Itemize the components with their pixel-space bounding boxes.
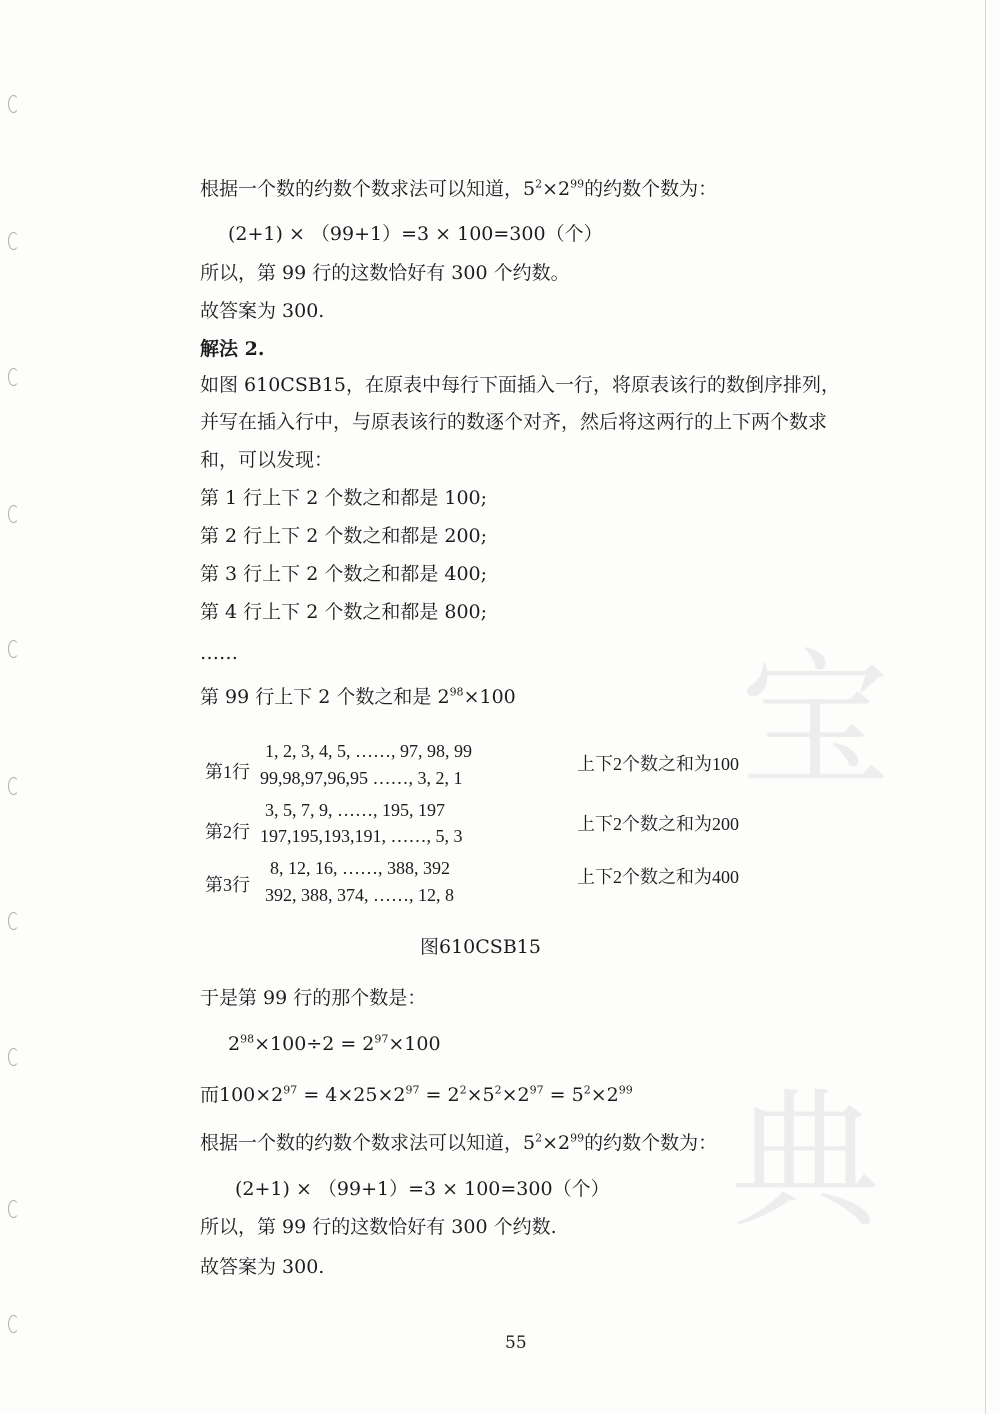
text-line: 根据一个数的约数个数求法可以知道，$5^2\times 2^{99}$的约数个数为： <box>200 177 718 200</box>
binding-hole <box>8 368 19 386</box>
text-line: 第 3 行上下 2 个数之和都是 400; <box>200 563 488 585</box>
ellipsis-line: …… <box>200 642 238 664</box>
page-edge <box>985 0 986 1414</box>
text-line: 如图 610CSB15，在原表中每行下面插入一行，将原表该行的数倒序排列， <box>200 374 840 396</box>
figure-row-sum: 上下2个数之和为100 <box>577 754 739 774</box>
figure-row-bottom: 392, 388, 374, ……, 12, 8 <box>265 885 454 905</box>
text-line: 故答案为 300. <box>200 300 325 322</box>
figure-caption: 图610CSB15 <box>420 936 541 958</box>
binding-hole <box>8 95 19 113</box>
text-line: 第 4 行上下 2 个数之和都是 800; <box>200 601 488 623</box>
figure-row-top: 1, 2, 3, 4, 5, ……, 97, 98, 99 <box>265 741 472 761</box>
text-line: 第 1 行上下 2 个数之和都是 100; <box>200 487 488 509</box>
figure-row-sum: 上下2个数之和为200 <box>577 814 739 834</box>
text-line: 并写在插入行中，与原表该行的数逐个对齐，然后将这两行的上下两个数求 <box>200 411 828 433</box>
formula-line: 而$100\times 2^{97} = 4\times 25\times 2^{97} = 2^2\times 5^2\times 2^{97} = 5^2\times 2^{99}$ <box>200 1083 633 1106</box>
text-line: 第 2 行上下 2 个数之和都是 200; <box>200 525 488 547</box>
binding-hole <box>8 1048 19 1066</box>
text-line: 所以，第 99 行的这数恰好有 300 个约数. <box>200 1216 557 1238</box>
binding-hole <box>8 640 19 658</box>
text-line: 故答案为 300. <box>200 1256 325 1278</box>
binding-hole <box>8 1200 19 1218</box>
text-line: 和，可以发现： <box>200 449 334 471</box>
figure-row-label: 第2行 <box>205 822 250 842</box>
figure-row-sum: 上下2个数之和为400 <box>577 867 739 887</box>
figure-row-label: 第1行 <box>205 762 250 782</box>
binding-hole <box>8 912 19 930</box>
binding-hole <box>8 232 19 250</box>
binding-hole <box>8 777 19 795</box>
section-heading: 解法 2. <box>200 338 265 360</box>
figure-row-bottom: 99,98,97,96,95 ……, 3, 2, 1 <box>260 768 463 788</box>
formula-line: (2+1) × （99+1）=3 × 100=300（个） <box>235 1178 610 1200</box>
formula-line: (2+1) × （99+1）=3 × 100=300（个） <box>228 223 603 245</box>
formula-line: $2^{98}\times 100\div 2 = 2^{97}\times 100$ <box>228 1032 441 1055</box>
binding-hole <box>8 1315 19 1333</box>
text-line: 第 99 行上下 2 个数之和是 $2^{98}\times 100$ <box>200 685 516 708</box>
figure-row-top: 8, 12, 16, ……, 388, 392 <box>270 858 450 878</box>
figure-row-top: 3, 5, 7, 9, ……, 195, 197 <box>265 800 445 820</box>
page-number: 55 <box>505 1333 527 1353</box>
watermark-glyph: 宝 <box>740 635 891 809</box>
binding-hole <box>8 505 19 523</box>
figure-row-label: 第3行 <box>205 875 250 895</box>
text-line: 于是第 99 行的那个数是： <box>200 987 427 1009</box>
figure-row-bottom: 197,195,193,191, ……, 5, 3 <box>260 826 463 846</box>
watermark-glyph: 典 <box>730 1075 881 1249</box>
figure-table <box>205 738 785 918</box>
text-line: 根据一个数的约数个数求法可以知道，$5^2\times 2^{99}$的约数个数为： <box>200 1131 718 1154</box>
text-line: 所以，第 99 行的这数恰好有 300 个约数。 <box>200 262 570 284</box>
